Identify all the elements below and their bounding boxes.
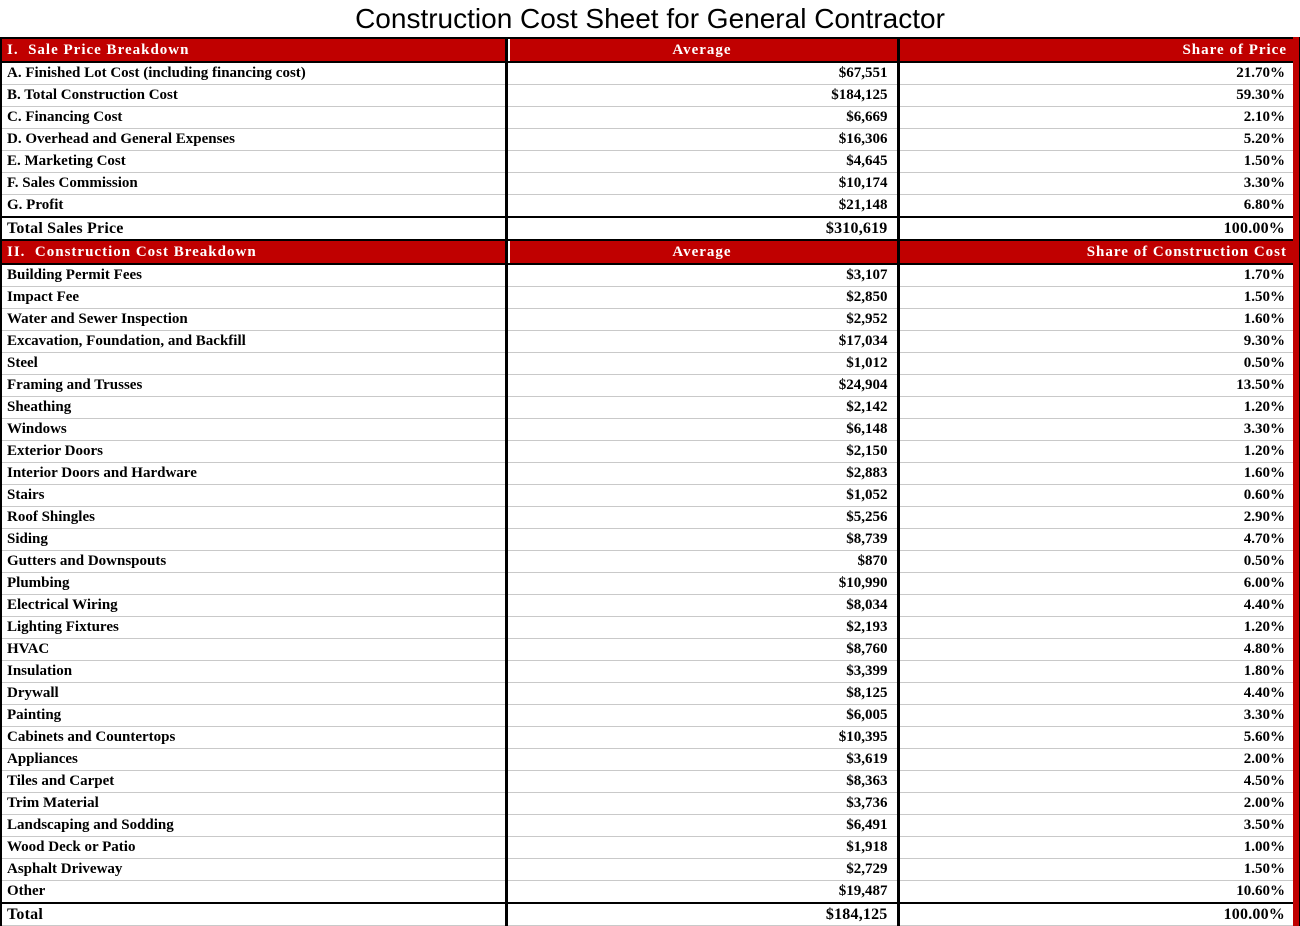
- share-cell: 1.50%: [898, 151, 1296, 173]
- average-cell: $2,142: [506, 397, 898, 419]
- average-header-cell: Average: [506, 38, 898, 62]
- table-row: [1, 62, 1296, 85]
- item-cell: Tiles and Carpet: [1, 771, 506, 793]
- table-row: [1, 793, 1296, 815]
- average-cell: $6,005: [506, 705, 898, 727]
- average-cell: $2,883: [506, 463, 898, 485]
- average-cell: $19,487: [506, 881, 898, 904]
- average-cell: $184,125: [506, 85, 898, 107]
- share-cell: 2.00%: [898, 749, 1296, 771]
- table-row: [1, 353, 1296, 375]
- share-cell: 3.30%: [898, 419, 1296, 441]
- table-row: [1, 173, 1296, 195]
- item-cell: Windows: [1, 419, 506, 441]
- table-row: [1, 837, 1296, 859]
- average-cell: $2,952: [506, 309, 898, 331]
- average-cell: $16,306: [506, 129, 898, 151]
- share-cell: 0.50%: [898, 551, 1296, 573]
- item-cell: Insulation: [1, 661, 506, 683]
- share-header-cell: Share of Price: [898, 38, 1296, 62]
- table-row: [1, 507, 1296, 529]
- table-row: [1, 309, 1296, 331]
- item-cell: B. Total Construction Cost: [1, 85, 506, 107]
- item-cell: Exterior Doors: [1, 441, 506, 463]
- table-row: [1, 771, 1296, 793]
- share-cell: 1.20%: [898, 617, 1296, 639]
- average-cell: $184,125: [506, 903, 898, 926]
- share-cell: 13.50%: [898, 375, 1296, 397]
- average-cell: $1,052: [506, 485, 898, 507]
- table-row: [1, 595, 1296, 617]
- item-cell: Stairs: [1, 485, 506, 507]
- item-cell: F. Sales Commission: [1, 173, 506, 195]
- table-row: [1, 705, 1296, 727]
- table-row: [1, 419, 1296, 441]
- average-cell: $8,034: [506, 595, 898, 617]
- share-cell: 1.70%: [898, 264, 1296, 287]
- table-row: [1, 151, 1296, 173]
- item-cell: Cabinets and Countertops: [1, 727, 506, 749]
- table-row: [1, 485, 1296, 507]
- table-row: [1, 375, 1296, 397]
- average-cell: $2,193: [506, 617, 898, 639]
- share-cell: 6.00%: [898, 573, 1296, 595]
- table-row: [1, 264, 1296, 287]
- share-cell: 5.20%: [898, 129, 1296, 151]
- share-cell: 21.70%: [898, 62, 1296, 85]
- item-cell: Total: [1, 903, 506, 926]
- average-cell: $1,012: [506, 353, 898, 375]
- average-cell: $3,736: [506, 793, 898, 815]
- share-cell: 100.00%: [898, 217, 1296, 240]
- item-cell: G. Profit: [1, 195, 506, 218]
- table-row: [1, 573, 1296, 595]
- table-row: [1, 441, 1296, 463]
- average-cell: $8,125: [506, 683, 898, 705]
- item-cell: Electrical Wiring: [1, 595, 506, 617]
- item-cell: Landscaping and Sodding: [1, 815, 506, 837]
- share-cell: 3.30%: [898, 173, 1296, 195]
- share-cell: 4.80%: [898, 639, 1296, 661]
- share-cell: 3.50%: [898, 815, 1296, 837]
- item-cell: Roof Shingles: [1, 507, 506, 529]
- share-cell: 6.80%: [898, 195, 1296, 218]
- table-row: [1, 881, 1296, 904]
- item-cell: Gutters and Downspouts: [1, 551, 506, 573]
- share-cell: 4.40%: [898, 595, 1296, 617]
- table-row: [1, 617, 1296, 639]
- table-row: [1, 85, 1296, 107]
- table-row: [1, 129, 1296, 151]
- section-title-cell: II. Construction Cost Breakdown: [1, 240, 506, 264]
- average-cell: $8,760: [506, 639, 898, 661]
- table-row: [1, 463, 1296, 485]
- average-cell: $6,491: [506, 815, 898, 837]
- total-row: [1, 903, 1296, 926]
- item-cell: Plumbing: [1, 573, 506, 595]
- share-cell: 3.30%: [898, 705, 1296, 727]
- item-cell: Sheathing: [1, 397, 506, 419]
- average-cell: $10,990: [506, 573, 898, 595]
- average-cell: $6,669: [506, 107, 898, 129]
- cost-table-wrapper: [0, 37, 1300, 926]
- item-cell: Lighting Fixtures: [1, 617, 506, 639]
- share-cell: 1.60%: [898, 463, 1296, 485]
- table-row: [1, 551, 1296, 573]
- item-cell: Total Sales Price: [1, 217, 506, 240]
- average-cell: $17,034: [506, 331, 898, 353]
- section-header-row-2: [1, 240, 1296, 264]
- item-cell: D. Overhead and General Expenses: [1, 129, 506, 151]
- item-cell: A. Finished Lot Cost (including financing cost): [1, 62, 506, 85]
- average-cell: $4,645: [506, 151, 898, 173]
- item-cell: Framing and Trusses: [1, 375, 506, 397]
- share-cell: 4.70%: [898, 529, 1296, 551]
- table-row: [1, 397, 1296, 419]
- share-cell: 0.60%: [898, 485, 1296, 507]
- item-cell: Siding: [1, 529, 506, 551]
- average-cell: $8,363: [506, 771, 898, 793]
- share-cell: 4.50%: [898, 771, 1296, 793]
- average-cell: $3,399: [506, 661, 898, 683]
- page-title: Construction Cost Sheet for General Contractor: [355, 2, 945, 34]
- average-cell: $6,148: [506, 419, 898, 441]
- table-row: [1, 529, 1296, 551]
- cost-table: [0, 37, 1299, 926]
- total-row: [1, 217, 1296, 240]
- share-cell: 4.40%: [898, 683, 1296, 705]
- share-cell: 1.80%: [898, 661, 1296, 683]
- share-cell: 2.90%: [898, 507, 1296, 529]
- share-cell: 1.50%: [898, 287, 1296, 309]
- table-row: [1, 749, 1296, 771]
- table-row: [1, 727, 1296, 749]
- average-cell: $3,619: [506, 749, 898, 771]
- average-cell: $1,918: [506, 837, 898, 859]
- average-cell: $67,551: [506, 62, 898, 85]
- item-cell: Impact Fee: [1, 287, 506, 309]
- table-row: [1, 287, 1296, 309]
- item-cell: E. Marketing Cost: [1, 151, 506, 173]
- item-cell: Excavation, Foundation, and Backfill: [1, 331, 506, 353]
- item-cell: Appliances: [1, 749, 506, 771]
- cost-table-body: [1, 38, 1296, 926]
- average-cell: $2,150: [506, 441, 898, 463]
- average-cell: $310,619: [506, 217, 898, 240]
- item-cell: C. Financing Cost: [1, 107, 506, 129]
- average-cell: $24,904: [506, 375, 898, 397]
- share-cell: 5.60%: [898, 727, 1296, 749]
- item-cell: Painting: [1, 705, 506, 727]
- share-cell: 1.20%: [898, 397, 1296, 419]
- average-cell: $2,850: [506, 287, 898, 309]
- item-cell: Steel: [1, 353, 506, 375]
- item-cell: Water and Sewer Inspection: [1, 309, 506, 331]
- share-cell: 1.00%: [898, 837, 1296, 859]
- share-cell: 2.00%: [898, 793, 1296, 815]
- share-cell: 1.50%: [898, 859, 1296, 881]
- table-row: [1, 639, 1296, 661]
- item-cell: Asphalt Driveway: [1, 859, 506, 881]
- average-cell: $21,148: [506, 195, 898, 218]
- table-row: [1, 859, 1296, 881]
- share-cell: 1.60%: [898, 309, 1296, 331]
- share-cell: 0.50%: [898, 353, 1296, 375]
- table-row: [1, 661, 1296, 683]
- share-cell: 59.30%: [898, 85, 1296, 107]
- item-cell: Other: [1, 881, 506, 904]
- table-row: [1, 683, 1296, 705]
- average-cell: $10,174: [506, 173, 898, 195]
- share-cell: 1.20%: [898, 441, 1296, 463]
- section-header-row-1: [1, 38, 1296, 62]
- average-cell: $870: [506, 551, 898, 573]
- average-header-cell: Average: [506, 240, 898, 264]
- average-cell: $3,107: [506, 264, 898, 287]
- item-cell: Trim Material: [1, 793, 506, 815]
- item-cell: Interior Doors and Hardware: [1, 463, 506, 485]
- share-cell: 100.00%: [898, 903, 1296, 926]
- average-cell: $5,256: [506, 507, 898, 529]
- average-cell: $10,395: [506, 727, 898, 749]
- item-cell: Building Permit Fees: [1, 264, 506, 287]
- share-cell: 9.30%: [898, 331, 1296, 353]
- share-cell: 2.10%: [898, 107, 1296, 129]
- table-row: [1, 331, 1296, 353]
- item-cell: HVAC: [1, 639, 506, 661]
- table-row: [1, 107, 1296, 129]
- share-cell: 10.60%: [898, 881, 1296, 904]
- average-cell: $2,729: [506, 859, 898, 881]
- section-title-cell: I. Sale Price Breakdown: [1, 38, 506, 62]
- table-row: [1, 195, 1296, 218]
- item-cell: Wood Deck or Patio: [1, 837, 506, 859]
- average-cell: $8,739: [506, 529, 898, 551]
- table-row: [1, 815, 1296, 837]
- item-cell: Drywall: [1, 683, 506, 705]
- share-header-cell: Share of Construction Cost: [898, 240, 1296, 264]
